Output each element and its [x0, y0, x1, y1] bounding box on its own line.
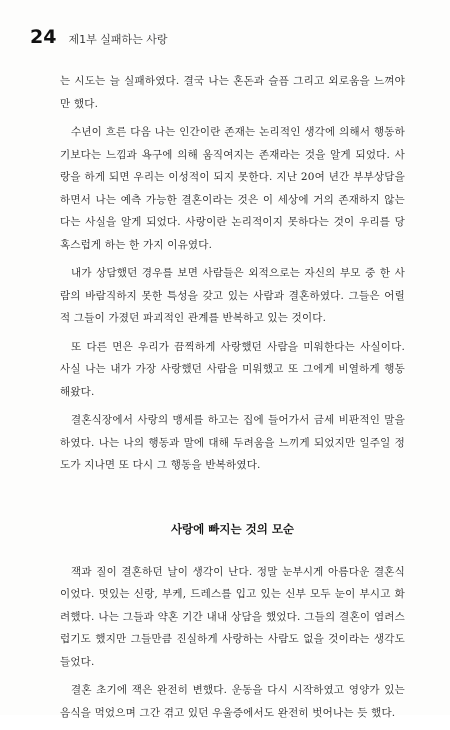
paragraph: 잭과 질이 결혼하던 날이 생각이 난다. 정말 눈부시게 아름다운 결혼식이었다. 멋있는 신랑, 부케, 드레스를 입고 있는 신부 모두 눈이 부시고 화려했다. 나는 그들과 약혼 기간 내내 상담을 했었다. 그들의 결혼이 염려스럽기도 했지만 그들만큼 진실하게 사랑하는 사람도 없을 것이라는 생각도 들었다.	[60, 565, 405, 668]
running-title: 제1부 실패하는 사랑	[68, 33, 168, 46]
page-body	[60, 70, 405, 730]
paragraph: 는 시도는 늘 실패하였다. 결국 나는 혼돈과 슬픔 그리고 외로움을 느껴야 만 했다.	[60, 75, 405, 110]
paragraph: 내가 상담했던 경우를 보면 사람들은 외적으로는 자신의 부모 중 한 사람의 바람직하지 못한 특성을 갖고 있는 사람과 결혼하였다. 그들은 어릴적 그들이 가졌던 파괴적인 관계를 반복하고 있는 것이다.	[60, 267, 405, 324]
page-header	[30, 26, 167, 56]
paragraph: 또 다른 면은 우리가 끔찍하게 사랑했던 사람을 미워한다는 사실이다. 사실 나는 내가 가장 사랑했던 사람을 미워했고 또 그에게 비열하게 행동해왔다.	[60, 340, 405, 398]
paragraph: 결혼 초기에 잭은 완전히 변했다. 운동을 다시 시작하였고 영양가 있는 음식을 먹었으며 그간 겪고 있던 우울증에서도 완전히 벗어나는 듯 했다.	[60, 684, 405, 719]
paragraph: 결혼식장에서 사랑의 맹세를 하고는 집에 들어가서 금세 비판적인 말을 하였다. 나는 나의 행동과 말에 대해 두려움을 느끼게 되었지만 일주일 정도가 지나면 또 다시 그 행동을 반복하였다.	[60, 414, 405, 471]
section-heading: 사랑에 빠지는 것의 모순	[170, 521, 295, 536]
page-number: 24	[30, 26, 57, 48]
paragraph: 수년이 흐른 다음 나는 인간이란 존재는 논리적인 생각에 의해서 행동하기보다는 느낌과 욕구에 의해 움직여지는 존재라는 것을 알게 되었다. 사랑을 하게 되면 우리는 이성적이 되지 못한다. 지난 20여 년간 부부상담을 하면서 나는 예측 가능한 결혼이라는 것은 이 세상에 거의 존재하지 않는다는 사실을 알게 되었다. 사랑이란 논리적이지 못하다는 것이 우리를 당혹스럽게 하는 한 가지 이유였다.	[60, 126, 405, 251]
